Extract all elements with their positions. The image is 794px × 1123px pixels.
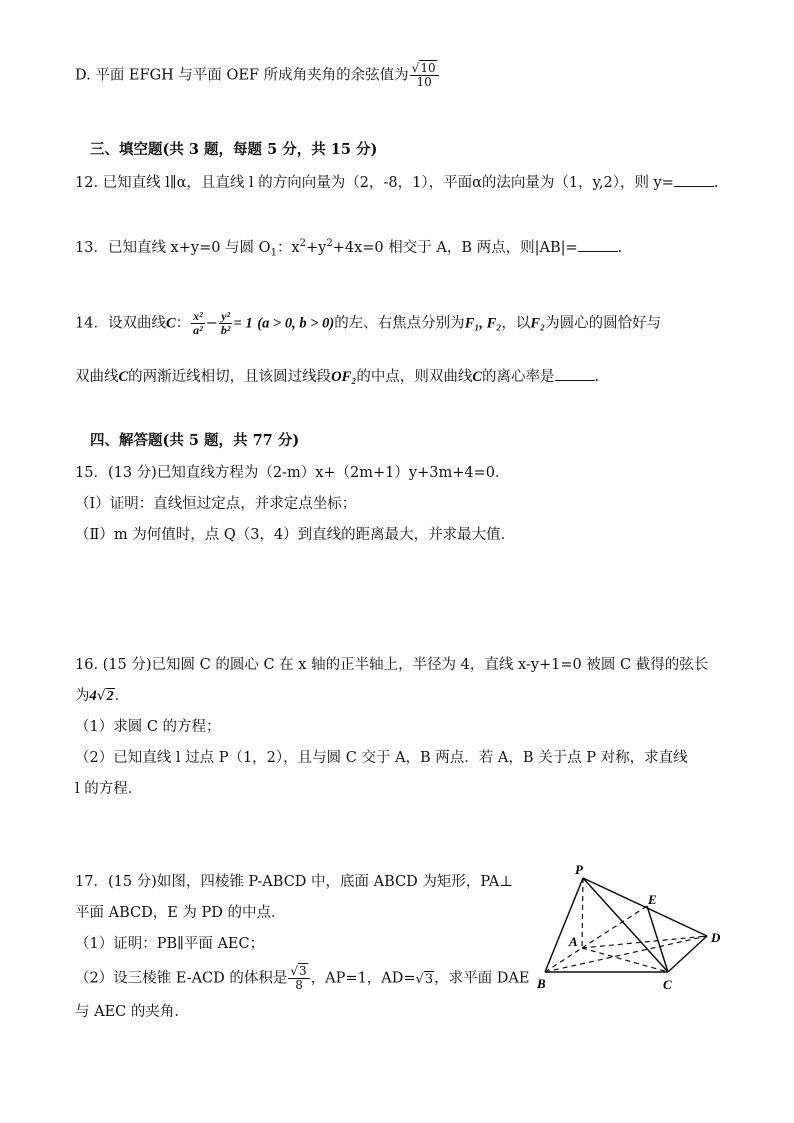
- cos-fraction: [410, 62, 439, 89]
- q16-line-5: l 的方程．: [75, 781, 143, 797]
- pyramid-figure: [535, 860, 735, 1010]
- question-14-line-1: 14．设双曲线C： $\frac{\text{x²}}{\text{a²}}$ − $\frac{\text{y²}}{\text{b²}}$ = 1 (a > 0, b > 0)的左、右焦点分别为F₁, F₂，以F₂为圆心的圆恰好与: [75, 309, 662, 337]
- q16-line-2: 为4√2．: [75, 686, 129, 707]
- q17-line-5: 与 AEC 的夹角．: [75, 1004, 189, 1020]
- edge-cd: [668, 936, 707, 972]
- question-14-line-2: 双曲线C的两渐近线相切，且该圆过线段OF₂的中点，则双曲线C的离心率是 .: [75, 366, 599, 387]
- q15-line-3: （Ⅱ）m 为何值时，点 Q（3，4）到直线的距离最大，并求最大值．: [75, 527, 516, 543]
- label-a: A: [569, 934, 578, 949]
- section-solution-title: 四、解答题(共 5 题，共 77 分): [90, 432, 300, 449]
- option-d-text: D. 平面 EFGH 与平面 OEF 所成角夹角的余弦值为: [75, 67, 409, 84]
- q12-answer-blank: [674, 172, 714, 187]
- q17-line-4: （2）设三棱锥 E-ACD 的体积是 $\frac{√3}{8}$ ，AP=1，AD=√3，求平面 DAE: [75, 964, 530, 992]
- option-d: [75, 62, 440, 89]
- y2-over-b2: $\frac{\text{y²}}{\text{b²}}$: [220, 309, 231, 337]
- section-fill-blank-title: 三、填空题(共 3 题，每题 5 分，共 15 分): [90, 141, 378, 158]
- q17-line-1: 17．(15 分)如图，四棱锥 P-ABCD 中，底面 ABCD 为矩形，PA⊥: [75, 874, 513, 890]
- sqrt-2: √2: [96, 688, 114, 704]
- q13-answer-blank: [578, 237, 618, 252]
- q15-line-2: （Ⅰ）证明：直线恒过定点，并求定点坐标；: [75, 496, 357, 512]
- x2-over-a2: $\frac{\text{x²}}{\text{a²}}$: [193, 309, 203, 337]
- label-d: D: [711, 930, 721, 945]
- q17-line-2: 平面 ABCD，E 为 PD 的中点．: [75, 905, 286, 921]
- cos-denominator: 10: [416, 75, 432, 89]
- label-e: E: [648, 892, 657, 907]
- edge-pa: [582, 878, 583, 948]
- volume-fraction: $\frac{√3}{8}$: [288, 965, 309, 992]
- edge-pb: [545, 878, 583, 972]
- label-c: C: [663, 977, 672, 992]
- q14-answer-blank: [555, 366, 595, 381]
- edge-ac: [582, 948, 668, 972]
- question-13: 13．已知直线 x+y=0 与圆 $O_1$：$x^2+y^2+4x=0$ 相交于 A，B 两点，则|AB|= .: [75, 238, 623, 259]
- q15-line-1: 15．(13 分)已知直线方程为（2-m）x+（2m+1）y+3m+4=0．: [75, 465, 510, 481]
- question-12: 12. 已知直线 l∥α，且直线 l 的方向向量为（2，-8，1），平面α的法向量为（1，y,2），则 y= .: [75, 172, 719, 193]
- sqrt-3: √3: [415, 971, 434, 987]
- q16-line-1: 16. (15 分)已知圆 C 的圆心 C 在 x 轴的正半轴上，半径为 4，直线 x-y+1=0 被圆 C 截得的弦长: [75, 657, 709, 673]
- q17-line-3: （1）证明：PB∥平面 AEC；: [75, 936, 265, 952]
- sqrt-numerator: √10: [411, 61, 436, 75]
- q16-line-4: （2）已知直线 l 过点 P（1，2），且与圆 C 交于 A，B 两点．若 A，B 关于点 P 对称，求直线: [75, 750, 688, 766]
- label-p: P: [575, 862, 583, 877]
- q16-line-3: （1）求圆 C 的方程；: [75, 719, 221, 735]
- q12-text: 12. 已知直线 l∥α，且直线 l 的方向向量为（2，-8，1），平面α的法向量为（1，y,2），则 y=: [75, 175, 674, 191]
- label-b: B: [537, 976, 546, 991]
